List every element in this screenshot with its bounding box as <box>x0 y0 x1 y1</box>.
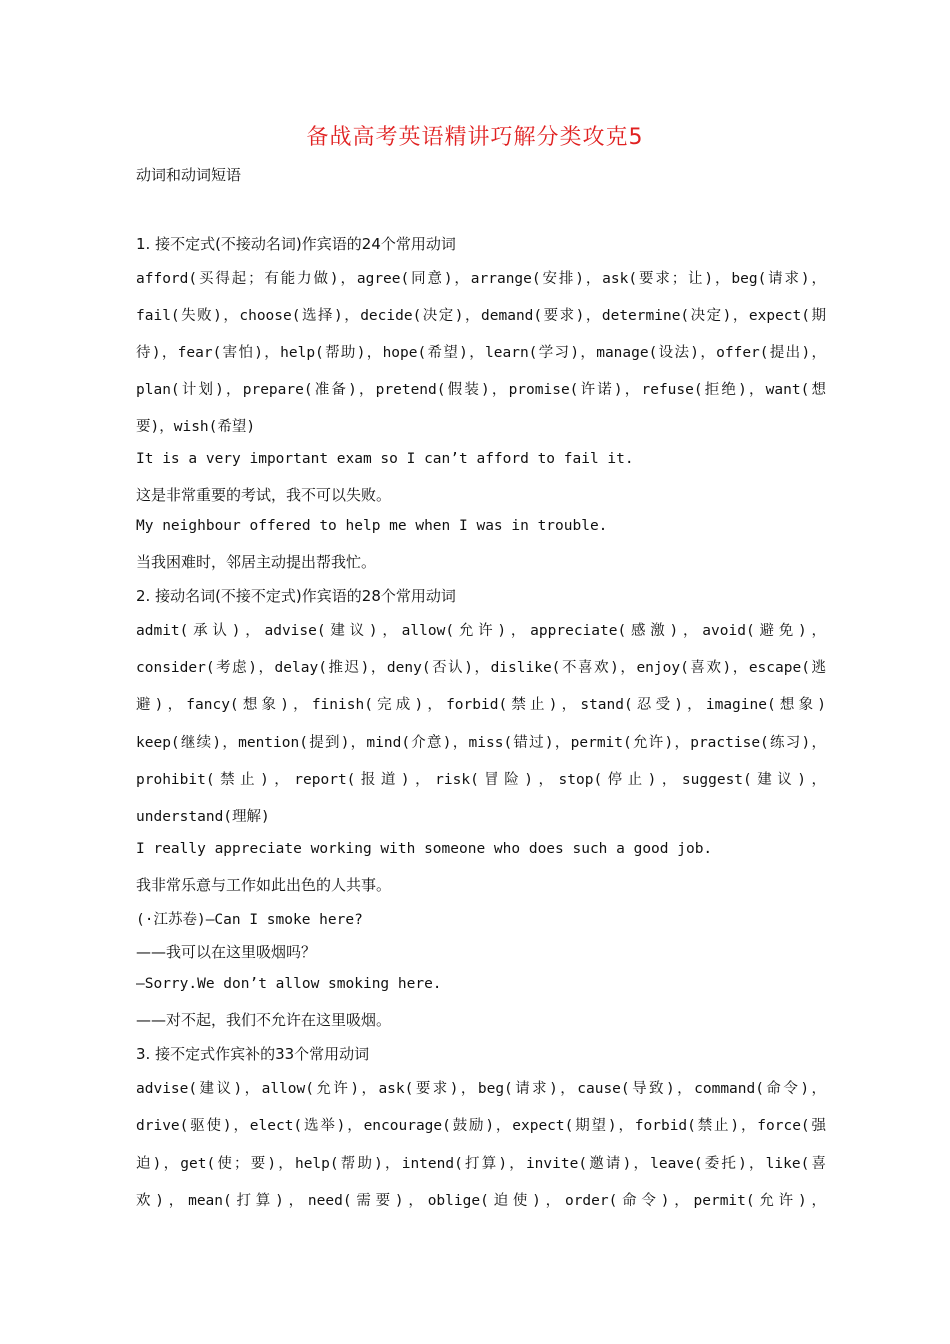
text-line: 要)，wish(希望) <box>136 419 256 435</box>
example-translation: 我非常乐意与工作如此出色的人共事。 <box>136 876 392 894</box>
text-line: prohibit(禁止)，report(报道)，risk(冒险)，stop(停止)，suggest(建议)， <box>136 772 826 788</box>
text-line: fail(失败)，choose(选择)，decide(决定)，demand(要求)，determine(决定)，expect(期 <box>136 308 826 324</box>
text-line: advise(建议)，allow(允许)，ask(要求)，beg(请求)，cause(导致)，command(命令)， <box>136 1081 826 1097</box>
text-line: understand(理解) <box>136 809 270 825</box>
text-line: admit(承认)，advise(建议)，allow(允许)，appreciate(感激)，avoid(避免)， <box>136 623 826 639</box>
text-line: keep(继续)，mention(提到)，mind(介意)，miss(错过)，permit(允许)，practise(练习)， <box>136 735 826 751</box>
text-line: afford(买得起；有能力做)，agree(同意)，arrange(安排)，ask(要求；让)，beg(请求)， <box>136 271 826 287</box>
page-subtitle: 动词和动词短语 <box>136 166 242 184</box>
text-line: 欢)，mean(打算)，need(需要)，oblige(迫使)，order(命令)，permit(允许)， <box>136 1193 826 1209</box>
text-line: drive(驱使)，elect(选举)，encourage(鼓励)，expect(期望)，forbid(禁止)，force(强 <box>136 1118 826 1134</box>
example-sentence: My neighbour offered to help me when I was in trouble. <box>136 518 608 534</box>
text-line: plan(计划)，prepare(准备)，pretend(假装)，promise(许诺)，refuse(拒绝)，want(想 <box>136 382 826 398</box>
text-line: 待)，fear(害怕)，help(帮助)，hope(希望)，learn(学习)，manage(设法)，offer(提出)， <box>136 345 826 361</box>
example-translation: 这是非常重要的考试，我不可以失败。 <box>136 486 392 504</box>
example-sentence: I really appreciate working with someone who does such a good job. <box>136 841 713 857</box>
example-sentence: —Sorry.We don’t allow smoking here. <box>136 976 442 992</box>
text-line: consider(考虑)，delay(推迟)，deny(否认)，dislike(不喜欢)，enjoy(喜欢)，escape(逃 <box>136 660 826 676</box>
example-translation: ——对不起，我们不允许在这里吸烟。 <box>136 1011 392 1029</box>
section-heading-2: 2. 接动名词(不接不定式)作宾语的28个常用动词 <box>136 587 456 605</box>
section-heading-1: 1. 接不定式(不接动名词)作宾语的24个常用动词 <box>136 235 456 253</box>
example-translation: ——我可以在这里吸烟吗？ <box>136 943 317 961</box>
example-translation: 当我困难时，邻居主动提出帮我忙。 <box>136 553 377 571</box>
text-line: 避)，fancy(想象)，finish(完成)，forbid(禁止)，stand(忍受)，imagine(想象) <box>136 697 826 713</box>
example-sentence: It is a very important exam so I can’t afford to fail it. <box>136 451 634 467</box>
page-title: 备战高考英语精讲巧解分类攻克5 <box>306 125 644 150</box>
example-sentence: (·江苏卷)—Can I smoke here? <box>136 912 363 928</box>
section-heading-3: 3. 接不定式作宾补的33个常用动词 <box>136 1045 370 1063</box>
text-line: 迫)，get(使；要)，help(帮助)，intend(打算)，invite(邀请)，leave(委托)，like(喜 <box>136 1156 826 1172</box>
